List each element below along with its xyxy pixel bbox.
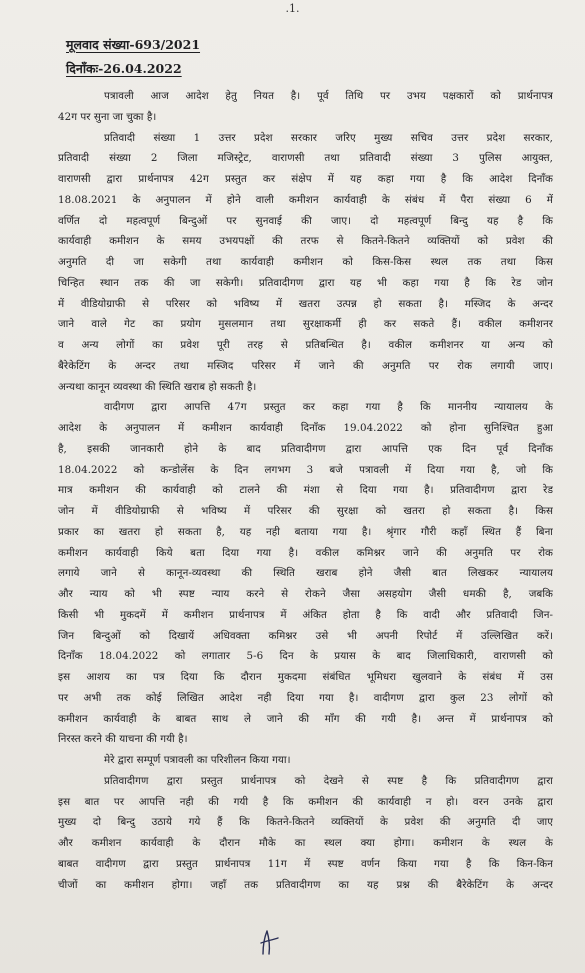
text-line: कमीशन कार्यवाही के बाबत साथ ले जाने की माँग की गयी है। अन्त में प्रार्थनापत्र को [58,712,553,725]
text-line: और कमीशन कार्यवाही के दौरान मौके का स्थल क्या होगा। कमीशन के स्थल के [58,837,553,849]
text-line: 42ग पर सुना जा चुका है। [58,110,157,123]
order-body-text [58,86,553,895]
text-line: पत्रावली आज आदेश हेतु नियत है। पूर्व तिथि पर उभय पक्षकारों को प्रार्थनापत्र [104,90,553,102]
text-line: प्रकार का खतरा हो सकता है, यह नही बताया गया है। श्रृंगार गौरी कहाँ स्थित हैं बिना [58,525,553,538]
text-line: जाने वाले गेट का प्रयोग मुसलमान तथा सुरक्षाकर्मी ही कर सकते हैं। वकील कमीशनर [58,318,553,331]
text-line: 18.08.2021 के अनुपालन में होने वाली कमीशन कार्यवाही के संबंध में पैरा संख्या 6 में [58,193,553,206]
text-line: प्रतिवादी संख्या 1 उत्तर प्रदेश सरकार जरिए मुख्य सचिव उत्तर प्रदेश सरकार, [104,131,553,144]
text-line: में वीडियोग्राफी से परिसर को भविष्य में खतरा उत्पन्न हो सकता है। मस्जिद के अन्दर [58,297,553,310]
text-line: इस आशय का पत्र दिया कि दौरान मुकदमा संबंधित भूमिधरा खुलवाने के संबंध में उस [58,671,553,683]
text-line: आदेश के अनुपालन में कमीशन कार्यवाही दिनाँक 19.04.2022 को होना सुनिश्चित हुआ [58,422,553,434]
text-line: वादीगण द्वारा आपत्ति 47ग प्रस्तुत कर कहा गया है कि माननीय न्यायालय के [104,401,553,414]
text-line: किसी भी मुकदमें में कमीशन प्रार्थनापत्र में अंकित होता है कि वादी और प्रतिवादी जिन- [58,608,553,621]
text-line: बाबत वादीगण द्वारा प्रस्तुत प्रार्थनापत्र 11ग में स्पष्ट वर्णन किया गया है कि किन-किन [58,857,553,870]
text-line: पर अभी तक कोई लिखित आदेश नही दिया गया है। वादीगण द्वारा कुल 23 लोगों को [58,691,553,704]
text-line: मुख्य दो बिन्दु उठाये गये हैं कि कितने-कितने व्यक्तियों के प्रवेश की अनुमति दी जाए [58,816,553,829]
text-line: वाराणसी द्वारा प्रार्थनापत्र 42ग प्रस्तुत कर संक्षेप में यह कहा गया है कि आदेश दिनाँक [58,173,553,185]
text-line: निरस्त करने की याचना की गयी है। [58,733,188,746]
text-line: 18.04.2022 को कन्डोलेंस के दिन लगभग 3 बजे पत्रावली में दिया गया है, जो कि [58,463,553,476]
text-line: और न्याय को भी स्पष्ट न्याय करने से रोकने जैसा असहयोग जैसी धमकी है, जबकि [58,588,553,600]
text-line: प्रतिवादीगण द्वारा प्रस्तुत प्रार्थनापत्र को देखने से स्पष्ट है कि प्रतिवादीगण द्वारा [104,774,553,787]
page-number: .1. [285,2,300,15]
text-line: अनुमति दी जा सकेगी तथा कार्यवाही कमीशन को किस-किस स्थल तक तथा किस [58,256,553,268]
text-line: बैरेकेटिंग के अन्दर तथा मस्जिद परिसर में जाने की अनुमति पर रोक लगायी जाए। [58,359,553,372]
date-heading: दिनाँकः-26.04.2022 [66,61,182,76]
text-line: अन्यथा कानून व्यवस्था की स्थिति खराब हो सकती है। [58,380,257,393]
text-line: चिन्हित स्थान तक की जा सकेगी। प्रतिवादीगण द्वारा यह भी कहा गया है कि रेड जोन [58,276,553,289]
text-line: है, इसकी जानकारी होने के बाद प्रतिवादीगण द्वारा आपत्ति एक दिन पूर्व दिनाँक [58,442,553,455]
text-line: वर्णित दो महत्वपूर्ण बिन्दुओं पर सुनवाई की जाए। दो महत्वपूर्ण बिन्दु यह है कि [58,214,553,227]
text-line: प्रतिवादी संख्या 2 जिला मजिस्ट्रेट, वाराणसी तथा प्रतिवादी संख्या 3 पुलिस आयुक्त, [58,152,553,165]
text-line: मात्र कमीशन की कार्यवाही को टालने की मंशा से दिया गया है। प्रतिवादीगण द्वारा रेड [58,484,553,497]
initials-signature-mark [257,928,281,956]
text-line: व अन्य लोगों का प्रवेश पूरी तरह से प्रतिबन्धित है। वकील कमीशनर या अन्य को [58,339,553,351]
case-number-heading: मूलवाद संख्या-693/2021 [66,37,201,52]
text-line: मेरे द्वारा सम्पूर्ण पत्रावली का परिशीलन किया गया। [104,754,291,766]
text-line: दिनाँक 18.04.2022 को लगातार 5-6 दिन के प्रयास के बाद जिलाधिकारी, वाराणसी को [58,650,553,663]
text-line: लगाये जाने से कानून-व्यवस्था की स्थिति खराब होने जैसी बात लिखकर न्यायालय [58,567,553,580]
text-line: कार्यवाही कमीशन के समय उभयपक्षों की तरफ से कितने-कितने व्यक्तियों को प्रवेश की [58,235,553,248]
text-line: चीजों का कमीशन होगा। जहाँ तक प्रतिवादीगण का यह प्रश्न की बैरेकेटिंग के अन्दर [58,878,553,891]
text-line: जोन में वीडियोग्राफी से भविष्य में परिसर की सुरक्षा को खतरा हो सकता है। किस [58,505,553,517]
text-line: कमीशन कार्यवाही किये बता दिया गया है। वकील कमिश्नर जाने की अनुमति पर रोक [58,546,553,559]
text-line: इस बात पर आपत्ति नही की गयी है कि कमीशन की कार्यवाही न हो। वरन उनके द्वारा [58,795,553,808]
text-line: जिन बिन्दुओं को दिखायें अधिवक्ता कमिश्नर उसे भी अपनी रिपोर्ट में उल्लिखित करें। [58,629,553,642]
